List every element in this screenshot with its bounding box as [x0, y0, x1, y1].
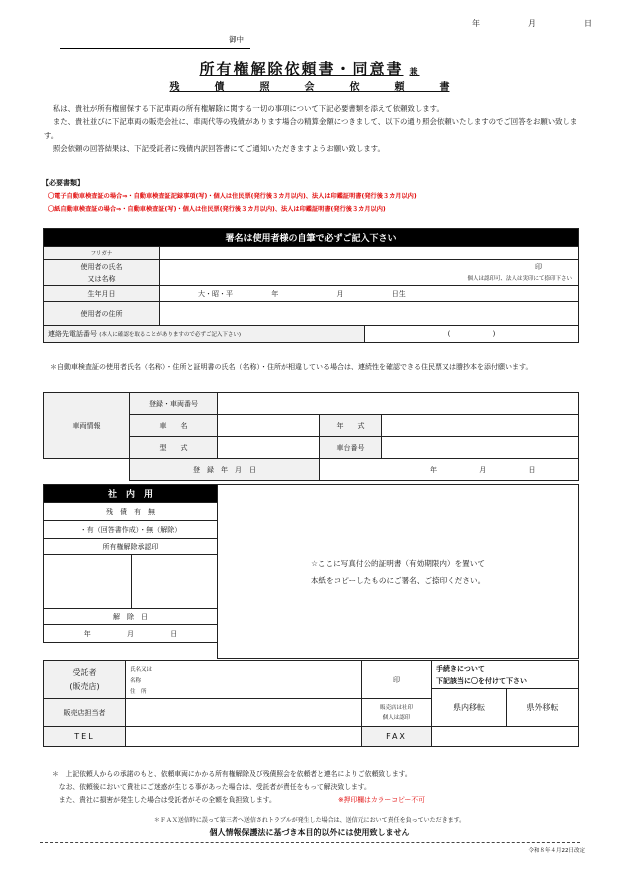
phone-label: [44, 326, 365, 343]
car-name-label: 車 名: [130, 415, 218, 437]
reg-date-year: 年: [430, 465, 437, 474]
model-field[interactable]: [218, 437, 320, 459]
date-day: 日: [584, 19, 592, 28]
staff-field[interactable]: [126, 699, 362, 727]
trustee-name-label-2: 名称: [130, 678, 142, 684]
reg-number-field[interactable]: [218, 393, 579, 415]
photo-id-line2: 本紙をコピーしたものにご署名、ご捺印ください。: [310, 575, 486, 585]
option-out-prefecture[interactable]: 県外移転: [507, 689, 579, 727]
addressee-field[interactable]: [60, 34, 250, 49]
birth-era: 大・昭・平: [198, 289, 233, 298]
internal-header: 社 内 用: [44, 485, 218, 503]
note-1: ＊ 上記依頼人からの承諾のもと、依頼車両にかかる所有権解除及び残債照会を依頼者と連名によりご依頼致します。: [52, 770, 412, 778]
requirements-line-paper: 〇紙自動車検査証の場合⇒・自動車検査証(写)・個人は住民票(発行後３カ月以内)、法人は印鑑証明書(発行後３カ月以内): [48, 206, 386, 213]
note-3-text: また、貴社に損害が発生した場合は受託者がその全額を負担致します。: [58, 796, 276, 804]
phone-note: (本人に確認を取ることがありますので必ずご記入下さい): [99, 332, 242, 338]
requirements-line-electronic: 〇電子自動車検査証の場合⇒・自動車検査証記録事項(写)・個人は住民票(発行後３カ月以内)、法人は印鑑証明書(発行後３カ月以内): [48, 193, 417, 200]
furigana-field[interactable]: [160, 247, 579, 260]
furigana-label: フリガナ: [44, 247, 160, 260]
birth-month: 月: [336, 289, 344, 298]
intro-p2: また、貴社並びに下記車両の販売会社に、車両代等の残債があります場合の精算金額につきまして、以下の通り照会依頼いたしますのでご回答をお願い致します。: [44, 117, 578, 140]
trustee-name-label: 氏名又は: [130, 667, 153, 673]
bottom-notes: [52, 768, 592, 807]
trustee-label: [44, 661, 126, 699]
birth-date-field[interactable]: [160, 286, 579, 302]
trustee-address-label: 住 所: [130, 689, 147, 695]
debt-options[interactable]: ・有（回答書作成）・無（解除）: [44, 521, 218, 539]
fax-note: ＊ＦＡＸ送信時に誤って第三者へ送信されトラブルが発生した場合は、送信元において責任を負っていただきます。: [153, 817, 466, 824]
release-year: 年: [83, 629, 91, 638]
phone-paren-close: ): [492, 330, 496, 338]
procedure-title: 手続きについて: [436, 664, 485, 673]
vehicle-info-table: [43, 392, 579, 481]
birth-day: 日生: [391, 289, 406, 298]
reg-date-month: 月: [479, 465, 487, 474]
staff-label: 販売店担当者: [44, 699, 126, 727]
birth-label: 生年月日: [44, 286, 160, 302]
approval-label: 所有権解除承認印: [44, 539, 218, 555]
date-line: [472, 18, 592, 29]
seal-note: 個人は認印可、法人は実印にて捺印下さい: [467, 275, 573, 282]
privacy-notice: 個人情報保護法に基づき本目的以外には使用致しません: [209, 828, 410, 837]
user-name-field[interactable]: [160, 260, 579, 286]
birth-year: 年: [271, 289, 279, 298]
phone-label-text: 連絡先電話番号: [48, 330, 97, 338]
tel-field[interactable]: [126, 727, 362, 747]
vehicle-section-label: 車両情報: [44, 393, 130, 459]
release-month: 月: [127, 629, 134, 638]
trustee-label-1: 受託者: [72, 667, 97, 677]
release-date-label: 解 除 日: [44, 609, 218, 625]
title-sub: 残債照会依頼書: [169, 82, 450, 93]
date-year: 年: [472, 19, 480, 28]
seal-mark: 印: [535, 262, 543, 271]
release-date-field[interactable]: [44, 625, 218, 643]
intro-p3: 照会依頼の回答結果は、下記受託者に残債内訳回答書にてご通知いただきますようお願い致します。: [52, 144, 385, 154]
addressee-label: 御中: [229, 35, 244, 44]
year-type-field[interactable]: [382, 415, 579, 437]
phone-field[interactable]: [365, 326, 579, 343]
chassis-label: 車台番号: [320, 437, 382, 459]
approval-stamp-2[interactable]: [132, 555, 218, 609]
dashed-divider: [40, 842, 580, 843]
trustee-table: [43, 660, 579, 747]
user-name-label-2: 又は名称: [87, 274, 116, 283]
user-name-label: [44, 260, 160, 286]
chassis-field[interactable]: [382, 437, 579, 459]
model-label: 型 式: [130, 437, 218, 459]
year-type-label: 年 式: [320, 415, 382, 437]
approval-stamp-1[interactable]: [44, 555, 132, 609]
date-month: 月: [528, 19, 536, 28]
photo-id-line1: ☆ここに写真付公的証明書（有効期限内）を置いて: [311, 558, 485, 568]
note-3: [52, 794, 592, 807]
car-name-field[interactable]: [218, 415, 320, 437]
procedure-note: 下記該当に〇を付けて下さい: [436, 676, 527, 685]
internal-use-table: [43, 484, 579, 659]
fax-label: FAX: [362, 727, 432, 747]
color-copy-warning: ※押印欄はカラーコピー不可: [337, 796, 425, 804]
debt-label: 残 債 有 無: [44, 503, 218, 521]
reg-date-day: 日: [528, 465, 536, 474]
user-name-label-1: 使用者の氏名: [80, 262, 123, 271]
trustee-seal[interactable]: [362, 661, 432, 699]
intro-text: [44, 102, 589, 156]
photo-id-area: [218, 485, 579, 659]
trustee-seal-mark: 印: [393, 675, 400, 684]
title-main: 所有権解除依頼書・同意書: [199, 60, 404, 78]
procedure-header: [432, 661, 579, 689]
tel-label: TEL: [44, 727, 126, 747]
internal-blank: [44, 643, 218, 659]
user-info-table: [43, 228, 579, 343]
seal-note-shop: 販売店は社印: [379, 704, 413, 711]
reg-date-label: 登 録 年 月 日: [130, 459, 320, 481]
reg-date-field[interactable]: [320, 459, 579, 481]
document-title: [0, 58, 619, 79]
requirements-label: 【必要書類】: [42, 179, 84, 187]
seal-note-cell: [362, 699, 432, 727]
title-suffix: 兼: [409, 67, 420, 76]
revision-date: 令和８年４月22日改定: [528, 848, 585, 854]
reg-number-label: 登録・車両番号: [130, 393, 218, 415]
release-day: 日: [170, 629, 178, 638]
intro-p1: 私は、貴社が所有権留保する下記車両の所有権解除に関する一切の事項について下記必要書類を添えて依頼致します。: [52, 104, 444, 113]
trustee-name-field[interactable]: [126, 661, 362, 699]
document-subtitle: [0, 78, 619, 93]
vehicle-blank: [44, 459, 130, 481]
user-address-label: 使用者の住所: [44, 302, 160, 326]
note-2: なお、依頼後において貴社にご迷惑が生じる事があった場合は、受託者が責任をもって解決致します。: [58, 783, 371, 791]
fax-field[interactable]: [432, 727, 579, 747]
option-in-prefecture[interactable]: 県内移転: [432, 689, 507, 727]
address-mismatch-note: ＊自動車検査証の使用者氏名（名称）・住所と証明書の氏名（名称）・住所が相違している場合は、連続性を確認できる住民票又は謄抄本を添付願います。: [50, 363, 533, 371]
phone-paren-open: (: [447, 330, 451, 338]
user-address-field[interactable]: [160, 302, 579, 326]
trustee-label-2: (販売店): [69, 681, 100, 691]
seal-note-individual: 個人は認印: [382, 714, 411, 721]
signature-notice: 署名は使用者様の自筆で必ずご記入下さい: [44, 229, 579, 247]
